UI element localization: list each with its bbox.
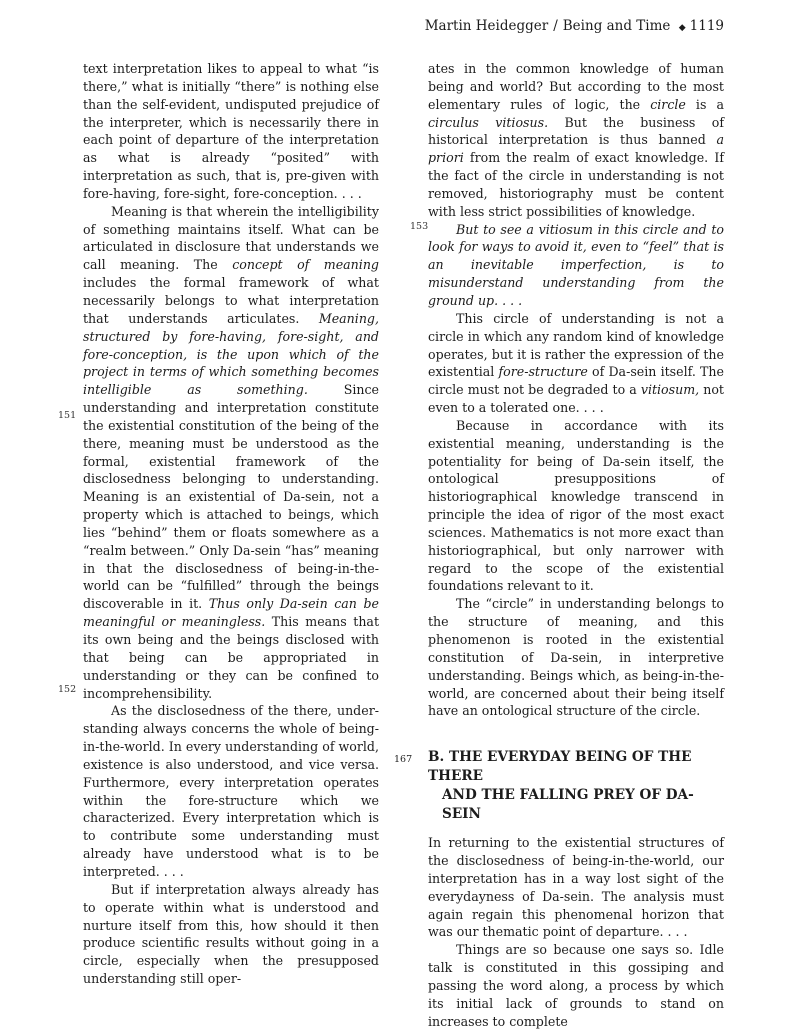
paragraph: In returning to the existential structures of the disclosedness of being-in-the-world, our interpretation has in a way lost sight of the everydayness of Da-sein. The analysis must again regain this phenomenal horizon that was our thematic point of departure. . . .: [428, 835, 724, 940]
paragraph: Meaning is that wherein the intelligibility of something maintains itself. What can be articulated in disclosure that understands we call meaning. The concept of meaning includes the formal framework of what necessarily belongs to what interpretation that understands articulates. Meaning, structured by fore-having, fore-sight, and fore-conception, is the upon which of the project in terms of which something becomes intelligible as something. Since understanding and interpretation constitute the existential constitution of the being of the there, meaning must be understood as the formal, existential framework of the disclosedness belonging to understanding. Meaning is an existential of Da-sein, not a property which is attached to beings, which lies “behind” them or floats somewhere as a “realm between.” Only Da-sein “has” meaning in that the disclosedness of being-in-the-world can be “fulfilled” through the beings discoverable in it. Thus only Da-sein can be meaningful or meaningless. This means that its own being and the beings disclosed with that being can be appropriated in understanding or they can be confined to incomprehensibility.: [83, 203, 380, 701]
margin-number-167: 167: [394, 754, 413, 766]
margin-number-152: 152: [58, 684, 77, 695]
paragraph: Things are so because one says so. Idle talk is constituted in this gossiping and passing the word along, a process by which its initial lack of grounds to stand on increases to complete: [428, 942, 724, 1029]
paragraph: ates in the common knowledge of human being and world? But according to the most elementary rules of logic, the circle is a circulus vitiosus. But the business of historical interpretation is thus banned a priori from the realm of exact knowledge. If the fact of the circle in understanding is not removed, historiography must be content with less strict possibilities of knowledge.: [428, 61, 725, 219]
left-column: [83, 60, 379, 988]
margin-number-153: 153: [410, 221, 429, 232]
header-separator: /: [553, 18, 558, 34]
paragraph: Because in accordance with its existential meaning, understanding is the potentiality for being of Da-sein itself, the ontological presuppositions of historiographical knowledge transcend in principle the idea of rigor of the most exact sciences. Mathematics is not more exact than historiographical, but only narrower with regard to the scope of the existential foundations relevant to it.: [428, 417, 724, 594]
paragraph: But to see a vitiosum in this circle and to look for ways to avoid it, even to “feel” that is an inevitable imperfection, is to misunderstand understanding from the ground up. . . .: [428, 221, 724, 308]
running-header: [425, 18, 724, 34]
margin-number-151: 151: [58, 410, 77, 421]
paragraph: As the disclosedness of the there, understanding always concerns the whole of being-in-the-world. In every understanding of world, existence is also understood, and vice versa. Furthermore, every interpretation operates within the fore-structure which we characterized. Every interpretation which is to contribute some understanding must already have understood what is to be interpreted. . . .: [83, 703, 379, 879]
section-heading-line-2: AND THE FALLING PREY OF DA-SEIN: [442, 787, 694, 823]
paragraph: text interpretation likes to appeal to what “is there,” what is initially “there” is nothing else than the self-evident, undisputed prejudice of the interpreter, which is necessarily there in each point of departure of the interpretation as what is already “posited” with interpretation as such, that is, pre-given with fore-having, fore-sight, fore-conception. . . .: [83, 61, 379, 201]
header-bullet-icon: ◆: [678, 23, 686, 33]
paragraph: This circle of understanding is not a circle in which any random kind of knowledge operates, but it is rather the expression of the existential fore-structure of Da-sein itself. The circle must not be degraded to a vitiosum, not even to a tolerated one. . . .: [428, 310, 724, 416]
header-page-number: 1119: [689, 18, 724, 34]
section-heading: [394, 748, 724, 824]
section-heading-line-1: B. THE EVERYDAY BEING OF THE THERE: [428, 749, 692, 785]
paragraph: The “circle” in understanding belongs to the structure of meaning, and this phenomenon is rooted in the existential constitution of Da-sein, in interpretive understanding. Beings which, as being-in-the-world, are concerned about their being itself have an ontological structure of the circle.: [428, 596, 724, 719]
paragraph: But if interpretation always already has to operate within what is understood and nurture itself from this, how should it then produce scientific results without going in a circle, especially when the presupposed understanding still oper-: [83, 881, 379, 987]
header-author: Martin Heidegger: [424, 18, 549, 34]
header-book-title: Being and Time: [562, 18, 671, 34]
